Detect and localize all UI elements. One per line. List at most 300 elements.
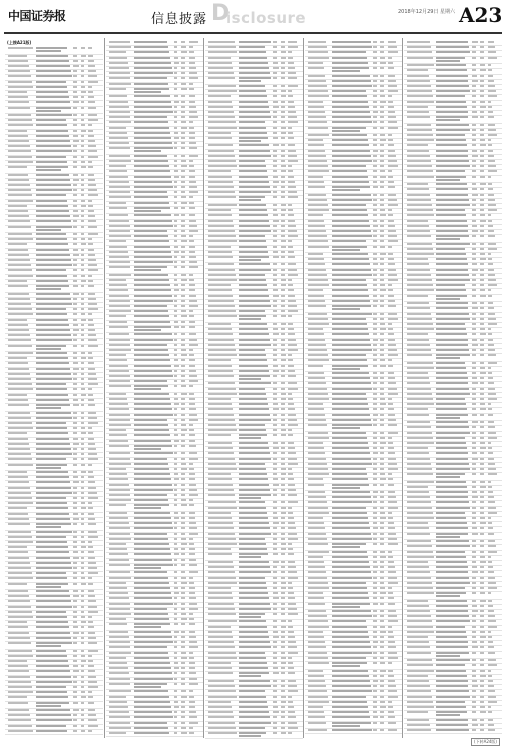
table-cell [436, 150, 468, 152]
table-cell [407, 194, 430, 196]
table-cell [281, 300, 285, 302]
table-cell [308, 246, 329, 248]
table-cell [36, 60, 69, 62]
table-cell [288, 478, 294, 480]
table-cell [488, 620, 497, 622]
table-cell [308, 279, 328, 281]
table-cell [281, 447, 285, 449]
table-cell [208, 424, 236, 426]
table-cell [388, 230, 396, 232]
table-cell [380, 610, 384, 612]
table-cell [239, 246, 268, 248]
table-cell [281, 235, 285, 237]
table-cell [174, 440, 180, 442]
table-row [6, 577, 102, 580]
table-row [6, 308, 102, 311]
table-cell [239, 696, 267, 698]
table-cell [480, 69, 486, 71]
table-cell [134, 256, 171, 258]
table-cell [189, 326, 196, 328]
table-cell [174, 434, 179, 436]
table-cell [8, 443, 29, 445]
table-cell [189, 137, 196, 139]
table-cell [373, 603, 379, 605]
table-cell [36, 417, 72, 419]
table-row [6, 502, 102, 505]
table-cell [181, 181, 185, 183]
table-cell [480, 333, 486, 335]
table-cell [480, 124, 484, 126]
table-cell [73, 378, 77, 380]
table-cell [208, 95, 231, 97]
table-cell [436, 90, 470, 92]
table-row [6, 691, 102, 694]
table-cell [472, 199, 476, 201]
table-cell [134, 67, 171, 69]
table-cell [174, 564, 178, 566]
table-row [405, 139, 501, 142]
table-cell [488, 150, 494, 152]
table-cell [8, 313, 33, 315]
table-row [405, 481, 501, 484]
table-cell [472, 670, 476, 672]
table-cell [134, 344, 167, 346]
table-cell [436, 655, 460, 657]
table-cell [373, 155, 377, 157]
table-row [206, 452, 302, 455]
table-cell [281, 512, 287, 514]
table-cell [134, 445, 171, 447]
table-cell [488, 194, 495, 196]
table-cell [88, 65, 95, 67]
table-cell [88, 714, 96, 716]
table-cell [81, 101, 85, 103]
table-cell [109, 121, 132, 123]
table-cell [488, 80, 495, 82]
table-cell [480, 106, 486, 108]
table-cell [73, 179, 79, 181]
table-cell [288, 582, 292, 584]
table-cell [8, 275, 33, 277]
table-cell [407, 491, 429, 493]
table-row [306, 323, 402, 326]
table-cell [388, 121, 397, 123]
table-cell [332, 253, 368, 255]
table-cell [388, 711, 394, 713]
table-cell [373, 214, 377, 216]
table-row [206, 382, 302, 385]
table-cell [73, 417, 77, 419]
table-cell [388, 696, 398, 698]
table-cell [332, 657, 366, 659]
table-cell [81, 714, 85, 716]
table-cell [308, 522, 324, 524]
table-cell [332, 359, 367, 361]
table-cell [88, 352, 92, 354]
table-row [107, 77, 203, 80]
table-cell [134, 403, 170, 405]
table-cell [189, 652, 193, 654]
table-cell [288, 67, 295, 69]
table-cell [388, 484, 394, 486]
table-cell [109, 155, 131, 157]
table-cell [88, 427, 92, 429]
table-cell [436, 714, 460, 716]
table-cell [308, 269, 326, 271]
table-cell [208, 251, 232, 253]
table-cell [8, 383, 32, 385]
table-cell [488, 307, 495, 309]
table-cell [8, 308, 32, 310]
table-cell [380, 51, 384, 53]
table-cell [308, 393, 328, 395]
table-cell [380, 690, 384, 692]
table-cell [208, 155, 235, 157]
table-row [306, 67, 402, 70]
table-cell [388, 289, 393, 291]
table-cell [332, 458, 371, 460]
table-cell [36, 388, 68, 390]
table-row [405, 209, 501, 212]
table-cell [109, 678, 130, 680]
table-cell [288, 722, 297, 724]
table-cell [480, 685, 484, 687]
table-cell [332, 199, 372, 201]
table-cell [488, 527, 494, 529]
table-row [206, 127, 302, 130]
table-cell [380, 408, 384, 410]
table-cell [281, 626, 287, 628]
table-cell [81, 709, 85, 711]
table-cell [332, 51, 366, 53]
table-cell [208, 359, 231, 361]
table-cell [181, 582, 187, 584]
table-cell [189, 315, 194, 317]
table-cell [488, 636, 493, 638]
table-cell [174, 359, 179, 361]
table-row [6, 438, 102, 441]
table-cell [332, 240, 366, 242]
table-row [6, 562, 102, 565]
table-cell [174, 214, 180, 216]
table-cell [109, 522, 129, 524]
table-cell [436, 165, 470, 167]
table-cell [134, 333, 171, 335]
table-row [6, 47, 102, 50]
table-cell [181, 722, 185, 724]
table-cell [281, 225, 285, 227]
table-cell [208, 727, 236, 729]
table-cell [109, 571, 131, 573]
table-row [107, 587, 203, 590]
table-cell [81, 145, 85, 147]
table-cell [73, 189, 77, 191]
table-row [6, 551, 102, 554]
table-cell [134, 165, 168, 167]
table-cell [281, 597, 285, 599]
table-cell [208, 478, 232, 480]
table-row [306, 225, 402, 228]
table-cell [174, 458, 178, 460]
table-cell [281, 344, 285, 346]
table-cell [388, 527, 395, 529]
table-cell [332, 328, 368, 330]
table-row [6, 189, 102, 192]
table-row [405, 685, 501, 688]
table-cell [436, 592, 466, 594]
table-cell [36, 476, 69, 478]
table-cell [308, 95, 329, 97]
table-cell [174, 88, 178, 90]
table-cell [134, 478, 170, 480]
table-cell [488, 517, 492, 519]
table-cell [73, 383, 77, 385]
table-cell [36, 464, 68, 466]
table-row [405, 258, 501, 261]
table-cell [174, 284, 179, 286]
table-row [6, 471, 102, 474]
table-cell [472, 372, 476, 374]
table-cell [472, 551, 476, 553]
table-row [206, 711, 302, 714]
table-cell [380, 722, 384, 724]
table-cell [308, 685, 326, 687]
table-cell [8, 96, 28, 98]
table-cell [239, 587, 268, 589]
table-cell [73, 730, 77, 732]
table-row [405, 362, 501, 365]
table-cell [388, 478, 393, 480]
table-cell [472, 388, 476, 390]
table-cell [373, 289, 377, 291]
table-row [306, 620, 402, 623]
table-cell [239, 41, 272, 43]
table-cell [407, 289, 434, 291]
table-row [206, 657, 302, 660]
table-cell [480, 491, 484, 493]
table-cell [208, 284, 231, 286]
table-cell [373, 452, 379, 454]
table-cell [480, 711, 486, 713]
table-cell [480, 696, 484, 698]
table-cell [208, 165, 237, 167]
table-cell [189, 279, 194, 281]
table-row [405, 116, 501, 119]
table-cell [134, 300, 172, 302]
table-cell [380, 452, 384, 454]
table-cell [308, 716, 325, 718]
table-cell [174, 473, 179, 475]
table-cell [239, 468, 267, 470]
table-cell [288, 344, 297, 346]
table-cell [73, 702, 78, 704]
table-cell [332, 419, 371, 421]
table-cell [273, 434, 277, 436]
table-cell [88, 373, 96, 375]
table-cell [308, 424, 327, 426]
table-cell [332, 478, 368, 480]
table-cell [388, 377, 395, 379]
table-cell [273, 527, 277, 529]
table-row [206, 398, 302, 401]
table-cell [174, 240, 178, 242]
table-row [107, 672, 203, 675]
table-cell [472, 209, 476, 211]
table-cell [380, 220, 384, 222]
table-row [306, 543, 402, 546]
table-row [206, 732, 302, 735]
table-cell [407, 75, 429, 77]
table-cell [380, 458, 384, 460]
table-cell [308, 512, 329, 514]
table-cell [308, 551, 329, 553]
table-row [405, 437, 501, 440]
table-cell [8, 702, 28, 704]
table-cell [8, 210, 28, 212]
table-cell [380, 382, 384, 384]
table-cell [288, 382, 297, 384]
table-cell [239, 116, 272, 118]
table-cell [174, 662, 179, 664]
table-cell [134, 434, 169, 436]
table-cell [36, 189, 72, 191]
table-cell [407, 349, 431, 351]
table-cell [273, 538, 277, 540]
table-cell [36, 621, 69, 623]
table-cell [380, 414, 384, 416]
table-cell [380, 333, 384, 335]
table-cell [73, 502, 77, 504]
table-cell [73, 238, 77, 240]
table-cell [308, 484, 324, 486]
table-cell [488, 501, 496, 503]
table-cell [174, 587, 179, 589]
table-cell [88, 670, 95, 672]
table-cell [189, 111, 198, 113]
table-cell [88, 606, 97, 608]
table-row [6, 55, 102, 58]
table-cell [407, 711, 428, 713]
table-cell [480, 248, 484, 250]
table-cell [373, 458, 377, 460]
table-row [405, 367, 501, 370]
table-cell [436, 600, 467, 602]
table-cell [36, 590, 69, 592]
table-cell [407, 724, 430, 726]
table-cell [239, 111, 271, 113]
table-cell [8, 293, 29, 295]
table-cell [208, 300, 234, 302]
table-cell [281, 434, 287, 436]
table-cell [88, 443, 95, 445]
table-cell [88, 562, 96, 564]
table-row [206, 507, 302, 510]
table-cell [308, 577, 327, 579]
table-cell [189, 494, 199, 496]
table-cell [472, 253, 476, 255]
table-cell [208, 181, 233, 183]
table-cell [109, 419, 131, 421]
table-row [6, 107, 102, 110]
table-cell [388, 468, 398, 470]
table-cell [174, 533, 178, 535]
table-cell [332, 170, 367, 172]
table-cell [480, 571, 484, 573]
table-cell [174, 652, 178, 654]
table-cell [73, 476, 78, 478]
table-cell [181, 440, 185, 442]
table-cell [36, 577, 68, 579]
table-cell [273, 295, 279, 297]
table-cell [281, 711, 285, 713]
table-row [107, 220, 203, 223]
table-row [107, 473, 203, 476]
table-cell [134, 484, 171, 486]
table-cell [8, 280, 27, 282]
table-cell [436, 496, 469, 498]
table-row [6, 319, 102, 322]
table-cell [88, 626, 94, 628]
table-row [206, 46, 302, 49]
table-row [107, 543, 203, 546]
table-cell [73, 492, 77, 494]
table-cell [134, 225, 172, 227]
table-cell [332, 295, 369, 297]
table-cell [189, 333, 197, 335]
table-cell [208, 67, 233, 69]
table-cell [36, 264, 72, 266]
table-row [6, 600, 102, 603]
table-cell [308, 318, 328, 320]
table-cell [73, 259, 77, 261]
table-cell [81, 523, 85, 525]
table-cell [134, 587, 169, 589]
table-cell [239, 538, 266, 540]
table-cell [380, 501, 384, 503]
table-cell [288, 527, 296, 529]
table-cell [373, 274, 377, 276]
table-cell [273, 631, 278, 633]
table-cell [73, 443, 79, 445]
table-cell [480, 328, 485, 330]
table-row [6, 313, 102, 316]
table-cell [436, 302, 468, 304]
table-cell [436, 680, 468, 682]
table-cell [380, 432, 384, 434]
table-cell [88, 616, 92, 618]
table-cell [480, 57, 484, 59]
table-cell [88, 567, 97, 569]
table-cell [134, 77, 167, 79]
table-cell [308, 631, 323, 633]
table-cell [134, 150, 161, 152]
table-cell [308, 592, 323, 594]
table-cell [73, 107, 77, 109]
table-row [6, 655, 102, 658]
table-row [6, 161, 102, 164]
table-row [306, 269, 402, 272]
table-cell [407, 481, 434, 483]
table-cell [308, 199, 327, 201]
table-cell [189, 251, 196, 253]
table-cell [388, 538, 397, 540]
table-cell [388, 716, 395, 718]
table-row [405, 486, 501, 489]
table-cell [281, 696, 286, 698]
table-cell [488, 323, 498, 325]
table-cell [109, 631, 128, 633]
table-cell [88, 184, 96, 186]
